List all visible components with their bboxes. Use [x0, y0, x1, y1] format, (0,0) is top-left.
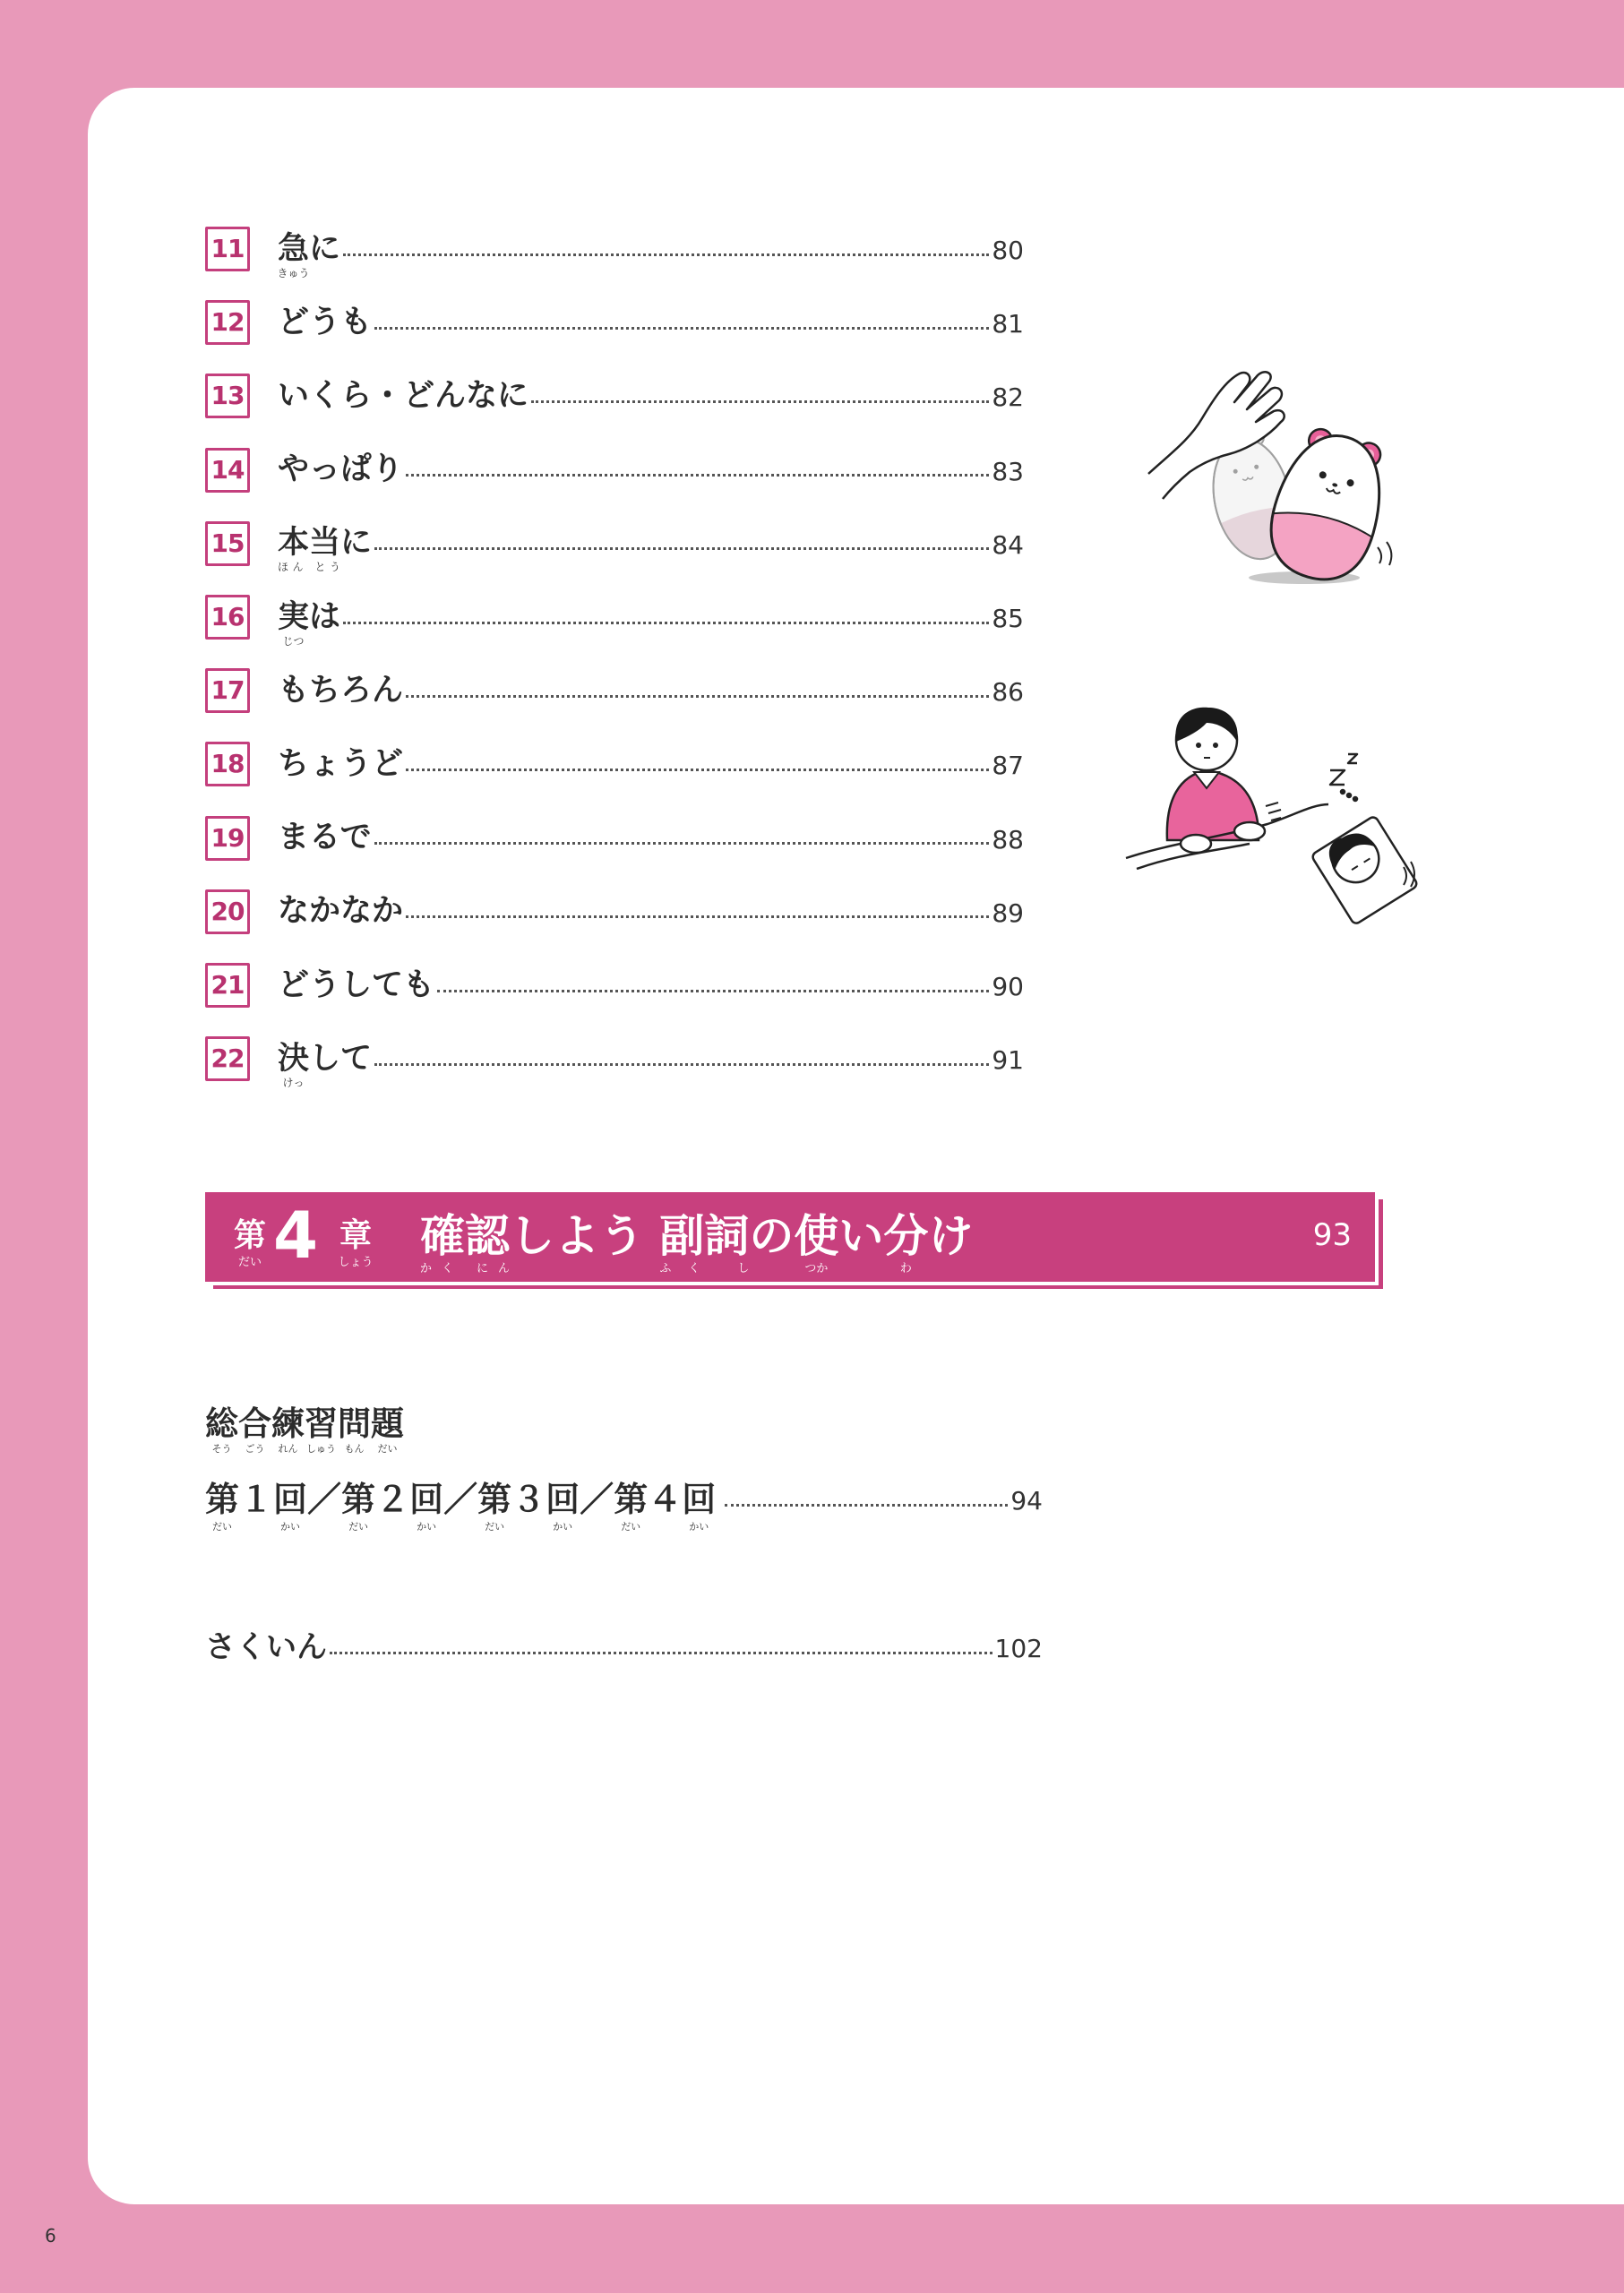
text-segment: [278, 525, 341, 574]
furigana: しょう: [338, 1256, 374, 1269]
chapter-title: [420, 1210, 974, 1275]
page-number: 89: [992, 897, 1024, 928]
segment-text: 実: [278, 598, 310, 635]
furigana: かい: [553, 1521, 573, 1533]
dot-leader: [406, 769, 989, 771]
entry-title: [278, 822, 372, 854]
segment-text: ／: [580, 1480, 614, 1519]
sleep-zzz: [1330, 754, 1357, 801]
segment-text: け: [928, 1210, 974, 1262]
page-number: 86: [992, 677, 1024, 708]
segment-text: に: [309, 230, 341, 267]
toc-entry: [205, 875, 1024, 949]
page-number: 81: [992, 309, 1024, 339]
entry-title: [278, 893, 404, 930]
segment-text: いくら・どんなに: [278, 377, 529, 414]
lesson-number-badge: 13: [205, 374, 250, 418]
segment-text: 練: [271, 1404, 305, 1443]
furigana: きゅう: [277, 266, 310, 279]
text-segment: [278, 966, 435, 1003]
toc-entry: [205, 1022, 1024, 1095]
segment-text: ちょうど: [278, 745, 404, 782]
chapter-banner: [205, 1192, 1375, 1282]
furigana: ごう: [245, 1443, 265, 1455]
text-segment: [205, 1480, 240, 1533]
segment-text: ／: [443, 1480, 478, 1519]
dot-leader: [406, 915, 989, 918]
segment-text: 章: [339, 1217, 373, 1254]
text-segment: [838, 1210, 884, 1262]
sleeper: [1310, 815, 1418, 925]
furigana: かい: [280, 1521, 301, 1533]
dot-leader: [406, 474, 989, 477]
page-number: 82: [992, 382, 1024, 413]
furigana: かい: [417, 1521, 437, 1533]
chapter-prefix: [234, 1217, 267, 1269]
text-segment: [278, 893, 404, 930]
text-segment: [278, 1040, 310, 1089]
segment-text: 習: [305, 1404, 338, 1443]
text-segment: [309, 230, 341, 267]
text-segment: [278, 304, 373, 340]
text-segment: [648, 1480, 683, 1519]
segment-text: 使: [794, 1210, 839, 1262]
practice-rounds-entry: [205, 1463, 1043, 1536]
text-segment: [338, 1404, 371, 1455]
page-number: 102: [994, 1634, 1043, 1663]
text-segment: [307, 1480, 342, 1519]
segment-text: 決: [278, 1040, 310, 1077]
chapter-suffix: [338, 1217, 374, 1269]
text-segment: [277, 230, 310, 279]
segment-text: １: [239, 1480, 274, 1519]
segment-text: 問: [338, 1404, 371, 1443]
motion-lines: [1378, 542, 1391, 565]
girl-and-sleeper-illustration: [1124, 699, 1420, 936]
lesson-number-badge: 19: [205, 816, 250, 861]
hamster-illustration: [1143, 363, 1403, 591]
text-segment: [278, 745, 404, 782]
furigana: だい: [485, 1521, 505, 1533]
dot-leader: [343, 622, 989, 624]
furigana: わ: [899, 1262, 912, 1275]
page-number: 83: [992, 456, 1024, 486]
text-segment: [205, 1404, 238, 1455]
entry-title: [278, 377, 529, 414]
page-number: 90: [992, 972, 1024, 1001]
lesson-number-badge: 11: [205, 227, 250, 271]
furigana: だい: [212, 1521, 232, 1533]
text-segment: [238, 1404, 271, 1455]
text-segment: [928, 1210, 974, 1262]
text-segment: [614, 1480, 649, 1533]
dot-leader: [343, 253, 989, 256]
index-entry: [205, 1610, 1043, 1684]
segment-text: 回: [682, 1480, 717, 1519]
furigana: だい: [348, 1521, 369, 1533]
segment-text: どうも: [278, 304, 373, 340]
toc-entry: [205, 727, 1024, 801]
text-segment: [305, 1404, 338, 1455]
lesson-number-badge: 20: [205, 889, 250, 934]
segment-text: 急: [278, 230, 310, 267]
segment-text: しよう: [510, 1210, 660, 1262]
girl: [1167, 708, 1259, 840]
text-segment: [371, 1404, 404, 1455]
furigana: だい: [621, 1521, 641, 1533]
segment-text: 副詞: [659, 1210, 750, 1262]
entry-title: [278, 304, 373, 340]
text-segment: [341, 1480, 376, 1533]
text-segment: [340, 525, 373, 562]
furigana: そう: [211, 1443, 232, 1455]
furigana: じつ: [282, 634, 305, 648]
entry-title: [278, 525, 373, 574]
text-segment: [278, 451, 404, 488]
furigana: ほん とう: [278, 561, 341, 574]
dot-leader: [374, 1063, 989, 1066]
toc-entry: [205, 507, 1024, 580]
text-segment: [278, 598, 310, 648]
entry-title: [278, 672, 404, 709]
toc-entry: [205, 434, 1024, 507]
segment-text: ３: [511, 1480, 546, 1519]
segment-text: なかなか: [278, 893, 404, 930]
page-number: 94: [1010, 1486, 1043, 1516]
segment-text: 合: [238, 1404, 271, 1443]
text-segment: [883, 1210, 929, 1275]
lesson-number-badge: 21: [205, 963, 250, 1008]
furigana: だい: [238, 1256, 262, 1269]
segment-text: の: [749, 1210, 795, 1262]
chapter-page-number: 93: [1312, 1217, 1352, 1253]
text-segment: [794, 1210, 839, 1275]
text-segment: [278, 377, 529, 414]
index-label: さくいん: [205, 1629, 327, 1665]
entry-title: [278, 1040, 373, 1089]
segment-text: 第: [614, 1480, 649, 1519]
segment-text: まるで: [278, 820, 372, 856]
lesson-number-badge: 14: [205, 448, 250, 493]
text-segment: [659, 1210, 750, 1275]
dot-leader: [406, 695, 989, 698]
practice-rounds-title: [205, 1480, 717, 1533]
segment-text: ２: [375, 1480, 410, 1519]
text-segment: [278, 672, 404, 709]
dot-leader: [374, 842, 990, 845]
segment-text: ４: [648, 1480, 683, 1519]
practice-heading: [205, 1404, 404, 1455]
toc-entry: [205, 580, 1024, 654]
dot-leader: [725, 1504, 1008, 1507]
entry-title: [278, 598, 341, 648]
furigana: だい: [377, 1443, 398, 1455]
text-segment: [749, 1210, 795, 1262]
furigana: もん: [344, 1443, 365, 1455]
toc-entry: [205, 286, 1024, 359]
segment-text: 第: [234, 1217, 267, 1254]
dot-leader: [531, 400, 989, 403]
dot-leader: [330, 1652, 992, 1654]
text-segment: [420, 1210, 510, 1275]
toc-entry: [205, 654, 1024, 727]
segment-text: ／: [307, 1480, 342, 1519]
segment-text: どうしても: [278, 966, 435, 1003]
text-segment: [580, 1480, 614, 1519]
page-number: 80: [992, 236, 1024, 265]
text-segment: [271, 1404, 305, 1455]
text-segment: [375, 1480, 410, 1519]
segment-text: 分: [883, 1210, 929, 1262]
segment-text: 総: [205, 1404, 238, 1443]
page-number: 87: [992, 751, 1024, 781]
chapter-number: 4: [273, 1198, 319, 1273]
toc-entry: [205, 949, 1024, 1022]
furigana: かく にん: [420, 1262, 510, 1275]
text-segment: [273, 1480, 308, 1533]
furigana: かい: [689, 1521, 709, 1533]
entry-title: [278, 745, 404, 782]
page-number: 91: [992, 1045, 1024, 1076]
text-segment: [682, 1480, 717, 1533]
lesson-number-badge: 12: [205, 300, 250, 345]
dot-leader: [437, 990, 989, 992]
segment-text: に: [340, 525, 373, 562]
lesson-number-badge: 18: [205, 742, 250, 786]
furigana: つか: [804, 1262, 829, 1275]
lesson-number-badge: 22: [205, 1036, 250, 1081]
dot-leader: [374, 547, 989, 550]
lesson-number-badge: 16: [205, 595, 250, 640]
entry-title: [278, 966, 435, 1003]
segment-text: 本当: [278, 525, 341, 562]
text-segment: [309, 598, 341, 635]
segment-text: い: [838, 1210, 884, 1262]
page-number: 85: [992, 604, 1024, 633]
toc-entry: [205, 212, 1024, 286]
toc-entry: [205, 359, 1024, 433]
segment-text: やっぱり: [278, 451, 404, 488]
dot-leader: [374, 327, 989, 330]
text-segment: [309, 1040, 373, 1077]
segment-text: 確認: [420, 1210, 510, 1262]
lesson-number-badge: 17: [205, 668, 250, 713]
segment-text: は: [309, 598, 341, 635]
text-segment: [278, 822, 372, 854]
page-number: 88: [992, 824, 1024, 855]
segment-text: もちろん: [278, 672, 404, 709]
text-segment: [477, 1480, 512, 1533]
segment-text: 回: [409, 1480, 444, 1519]
text-segment: [546, 1480, 580, 1533]
page-folio: 6: [45, 2225, 56, 2246]
segment-text: 第: [205, 1480, 240, 1519]
furigana: ふく し: [659, 1262, 750, 1275]
furigana: れん: [278, 1443, 298, 1455]
lesson-number-badge: 15: [205, 521, 250, 566]
entry-title: [278, 451, 404, 488]
furigana: しゅう: [306, 1443, 336, 1455]
text-segment: [338, 1217, 374, 1269]
entry-title: [277, 230, 341, 279]
segment-text: して: [309, 1040, 373, 1077]
toc-entry: [205, 802, 1024, 875]
text-segment: [409, 1480, 444, 1533]
text-segment: [510, 1210, 660, 1262]
text-segment: [511, 1480, 546, 1519]
page-number: 84: [992, 529, 1024, 560]
text-segment: [239, 1480, 274, 1519]
furigana: けっ: [282, 1076, 305, 1089]
text-segment: [443, 1480, 478, 1519]
segment-text: 題: [371, 1404, 404, 1443]
segment-text: 第: [477, 1480, 512, 1519]
text-segment: [234, 1217, 267, 1269]
segment-text: 回: [273, 1480, 308, 1519]
segment-text: 回: [546, 1480, 580, 1519]
segment-text: 第: [341, 1480, 376, 1519]
